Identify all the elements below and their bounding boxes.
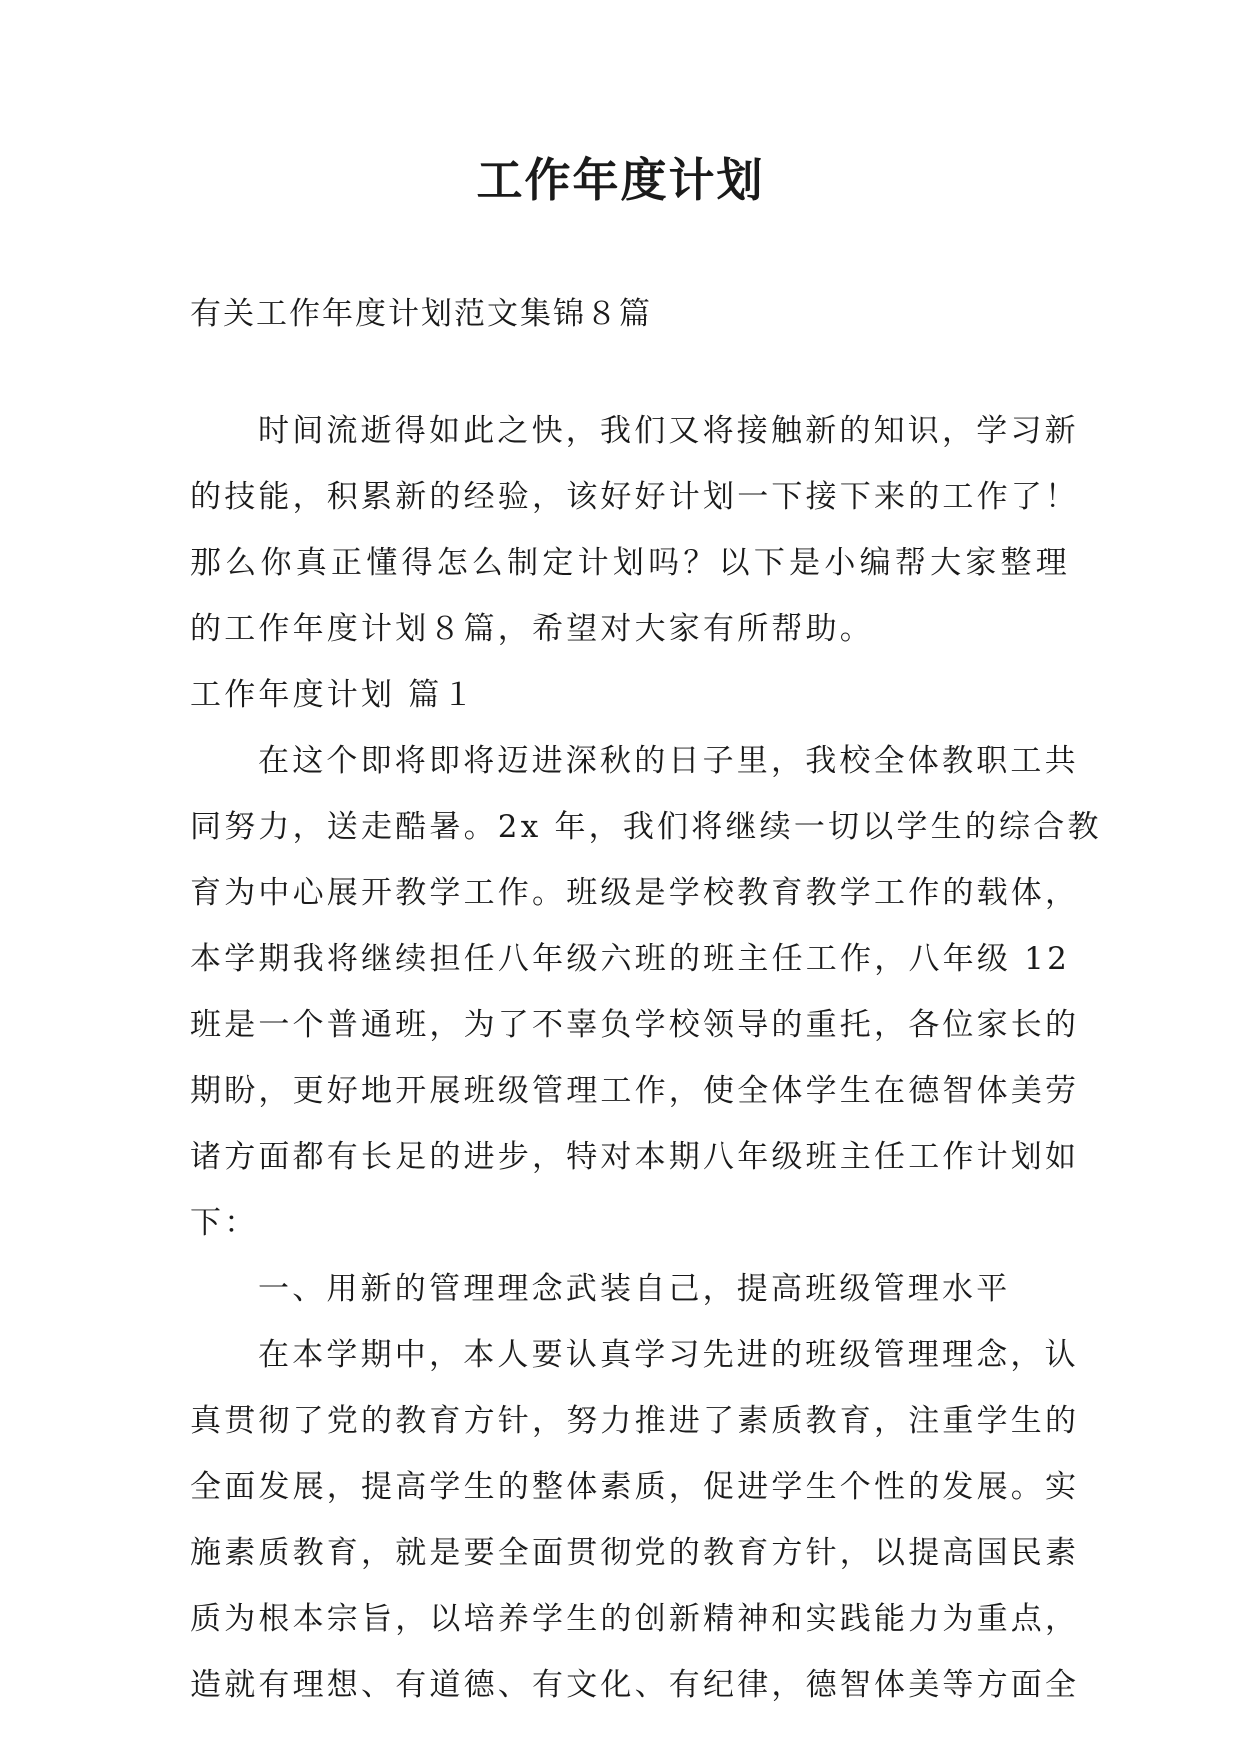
document-subtitle: 有关工作年度计划范文集锦８篇 xyxy=(190,296,652,332)
paragraph-line: 期盼，更好地开展班级管理工作，使全体学生在德智体美劳 xyxy=(190,1073,1080,1109)
paragraph-line: 真贯彻了党的教育方针，努力推进了素质教育，注重学生的 xyxy=(190,1403,1080,1439)
paragraph-line: 班是一个普通班，为了不辜负学校领导的重托，各位家长的 xyxy=(190,1007,1080,1043)
subsection-heading: 一、用新的管理理念武装自己，提高班级管理水平 xyxy=(258,1271,1011,1307)
paragraph-line: 时间流逝得如此之快，我们又将接触新的知识，学习新 xyxy=(258,413,1079,449)
section-heading: 工作年度计划 篇１ xyxy=(190,677,477,713)
paragraph-line: 质为根本宗旨，以培养学生的创新精神和实践能力为重点， xyxy=(190,1601,1080,1637)
paragraph-line: 的技能，积累新的经验，该好好计划一下接下来的工作了！ xyxy=(190,479,1080,515)
paragraph-line: 诸方面都有长足的进步，特对本期八年级班主任工作计划如 xyxy=(190,1139,1080,1175)
paragraph-line: 造就有理想、有道德、有文化、有纪律，德智体美等方面全 xyxy=(190,1667,1080,1703)
paragraph-line: 那么你真正懂得怎么制定计划吗？以下是小编帮大家整理 xyxy=(190,545,1070,581)
paragraph-line: 同努力，送走酷暑。2x 年，我们将继续一切以学生的综合教 xyxy=(190,809,1102,845)
paragraph-line: 本学期我将继续担任八年级六班的班主任工作，八年级 12 xyxy=(190,941,1070,977)
paragraph-line: 下： xyxy=(190,1205,259,1241)
paragraph-line: 的工作年度计划８篇，希望对大家有所帮助。 xyxy=(190,611,874,647)
paragraph-line: 育为中心展开教学工作。班级是学校教育教学工作的载体， xyxy=(190,875,1080,911)
document-body xyxy=(190,406,1102,1726)
paragraph-line: 全面发展，提高学生的整体素质，促进学生个性的发展。实 xyxy=(190,1469,1080,1505)
paragraph-line: 在本学期中，本人要认真学习先进的班级管理理念，认 xyxy=(258,1337,1079,1373)
paragraph-line: 施素质教育，就是要全面贯彻党的教育方针，以提高国民素 xyxy=(190,1535,1080,1571)
document-title: 工作年度计划 xyxy=(476,153,765,207)
paragraph-line: 在这个即将即将迈进深秋的日子里，我校全体教职工共 xyxy=(258,743,1079,779)
